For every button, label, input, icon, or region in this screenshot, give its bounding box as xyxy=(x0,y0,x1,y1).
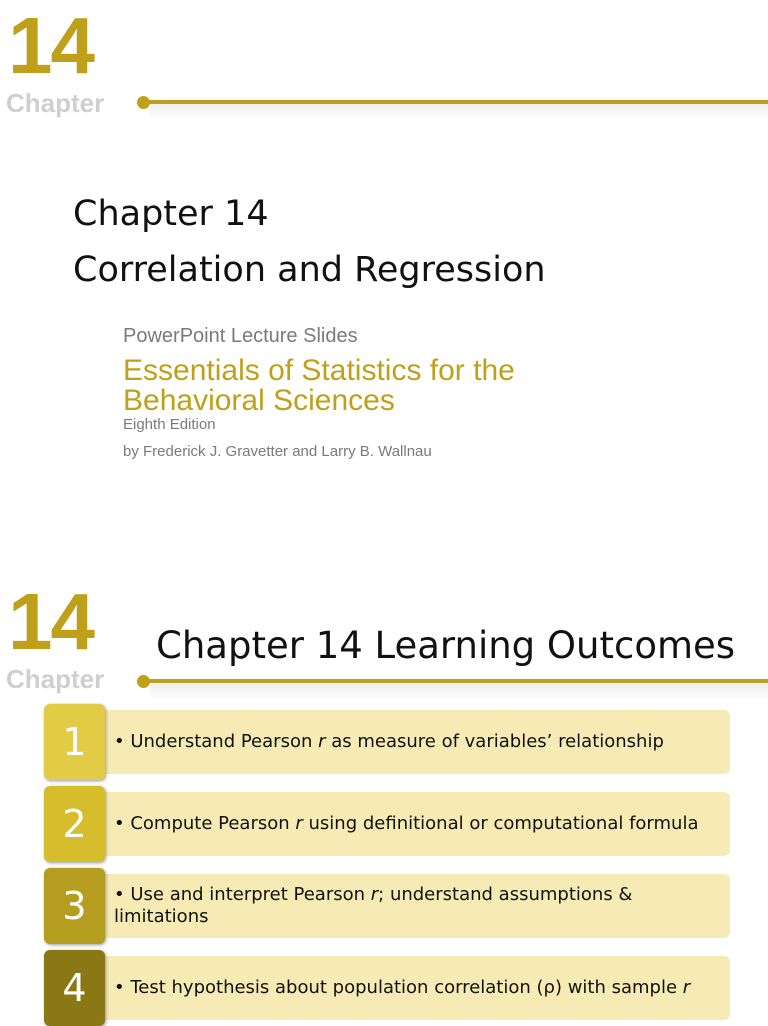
outcome-number-box: 1 xyxy=(44,704,105,780)
rule-shadow xyxy=(150,104,768,120)
title-line-1: Chapter 14 xyxy=(73,194,269,234)
chapter-number: 14 xyxy=(8,1,93,90)
book-title-1: Essentials of Statistics for the xyxy=(123,354,515,387)
header-rule xyxy=(144,679,768,683)
authors: by Frederick J. Gravetter and Larry B. Wallnau xyxy=(123,443,432,460)
edition: Eighth Edition xyxy=(123,416,216,433)
rule-dot xyxy=(137,675,150,688)
title-line-2: Correlation and Regression xyxy=(73,250,546,290)
series-label: PowerPoint Lecture Slides xyxy=(123,325,358,347)
outcome-row xyxy=(100,956,730,1020)
outcome-row xyxy=(100,710,730,774)
outcome-row xyxy=(100,874,730,938)
chapter-number: 14 xyxy=(8,577,93,666)
outcome-text: • Compute Pearson r using definitional or computational formula xyxy=(114,813,699,834)
outcome-number-box: 2 xyxy=(44,786,105,862)
rule-shadow xyxy=(150,684,768,700)
chapter-label: Chapter xyxy=(6,88,105,118)
outcome-row xyxy=(100,792,730,856)
outcome-number-box: 4 xyxy=(44,950,105,1026)
outcome-text: • Use and interpret Pearson r; understand assumptions & limitations xyxy=(114,884,633,927)
header-rule xyxy=(144,100,768,104)
chapter-label: Chapter xyxy=(6,664,105,694)
outcome-text: • Understand Pearson r as measure of variables’ relationship xyxy=(114,731,664,752)
outcome-number-box: 3 xyxy=(44,868,105,944)
book-title-2: Behavioral Sciences xyxy=(123,384,395,417)
rule-dot xyxy=(137,96,150,109)
outcome-text: • Test hypothesis about population correlation (ρ) with sample r xyxy=(114,977,691,998)
slide-title: Chapter 14 Learning Outcomes xyxy=(156,624,736,667)
